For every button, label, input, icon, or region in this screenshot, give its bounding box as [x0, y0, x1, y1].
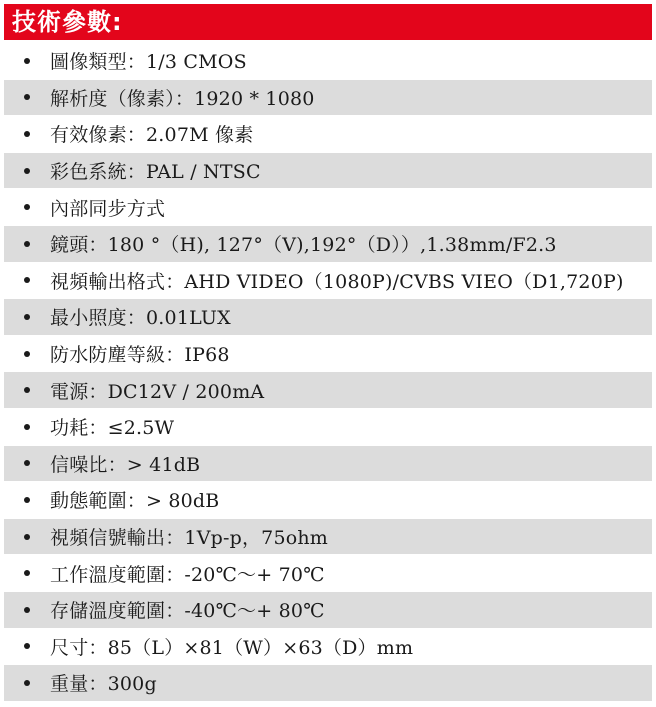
spec-row — [4, 335, 652, 372]
bullet-icon — [24, 570, 30, 576]
spec-row — [4, 115, 652, 152]
bullet-icon — [24, 643, 30, 649]
spec-row — [4, 79, 652, 116]
spec-text: 工作溫度範圍：-20℃～+ 70℃ — [50, 563, 325, 586]
bullet-icon — [24, 460, 30, 466]
spec-text: 鏡頭：180 °（H), 127°（V),192°（D））,1.38mm/F2.3 — [50, 234, 557, 257]
spec-row — [4, 298, 652, 335]
spec-text: 最小照度：0.01LUX — [50, 307, 231, 330]
bullet-icon — [24, 351, 30, 357]
spec-row — [4, 554, 652, 591]
spec-row — [4, 188, 652, 225]
spec-text: 解析度（像素）：1920 * 1080 — [50, 87, 315, 110]
bullet-icon — [24, 241, 30, 247]
spec-text: 視頻輸出格式：AHD VIDEO（1080P)/CVBS VIEO（D1,720P) — [50, 270, 624, 293]
bullet-icon — [24, 314, 30, 320]
spec-row — [4, 42, 652, 79]
spec-text: 電源：DC12V / 200mA — [50, 380, 265, 403]
spec-text: 有效像素：2.07M 像素 — [50, 124, 254, 147]
spec-row — [4, 518, 652, 555]
spec-text: 防水防塵等級：IP68 — [50, 344, 230, 367]
spec-text: 視頻信號輸出：1Vp-p，75ohm — [50, 527, 329, 550]
spec-text: 圖像類型：1/3 CMOS — [50, 51, 247, 74]
spec-list — [4, 42, 652, 701]
section-title: 技術參數: — [4, 4, 652, 40]
bullet-icon — [24, 424, 30, 430]
bullet-icon — [24, 277, 30, 283]
spec-text: 重量：300g — [50, 673, 157, 696]
bullet-icon — [24, 534, 30, 540]
spec-text: 信噪比：> 41dB — [50, 453, 201, 476]
spec-row — [4, 262, 652, 299]
spec-row — [4, 591, 652, 628]
spec-text: 彩色系統：PAL / NTSC — [50, 161, 261, 184]
spec-row — [4, 628, 652, 665]
spec-row — [4, 445, 652, 482]
bullet-icon — [24, 497, 30, 503]
bullet-icon — [24, 607, 30, 613]
spec-text: 存儲溫度範圍：-40℃～+ 80℃ — [50, 600, 325, 623]
spec-row — [4, 664, 652, 701]
bullet-icon — [24, 94, 30, 100]
spec-row — [4, 481, 652, 518]
spec-row — [4, 152, 652, 189]
spec-text: 功耗：≤2.5W — [50, 417, 175, 440]
spec-row — [4, 371, 652, 408]
spec-text: 內部同步方式 — [50, 197, 166, 220]
spec-text: 動態範圍：> 80dB — [50, 490, 220, 513]
bullet-icon — [24, 168, 30, 174]
bullet-icon — [24, 58, 30, 64]
bullet-icon — [24, 680, 30, 686]
spec-row — [4, 225, 652, 262]
bullet-icon — [24, 131, 30, 137]
bullet-icon — [24, 387, 30, 393]
spec-text: 尺寸：85（L）×81（W）×63（D）mm — [50, 636, 414, 659]
bullet-icon — [24, 204, 30, 210]
spec-row — [4, 408, 652, 445]
